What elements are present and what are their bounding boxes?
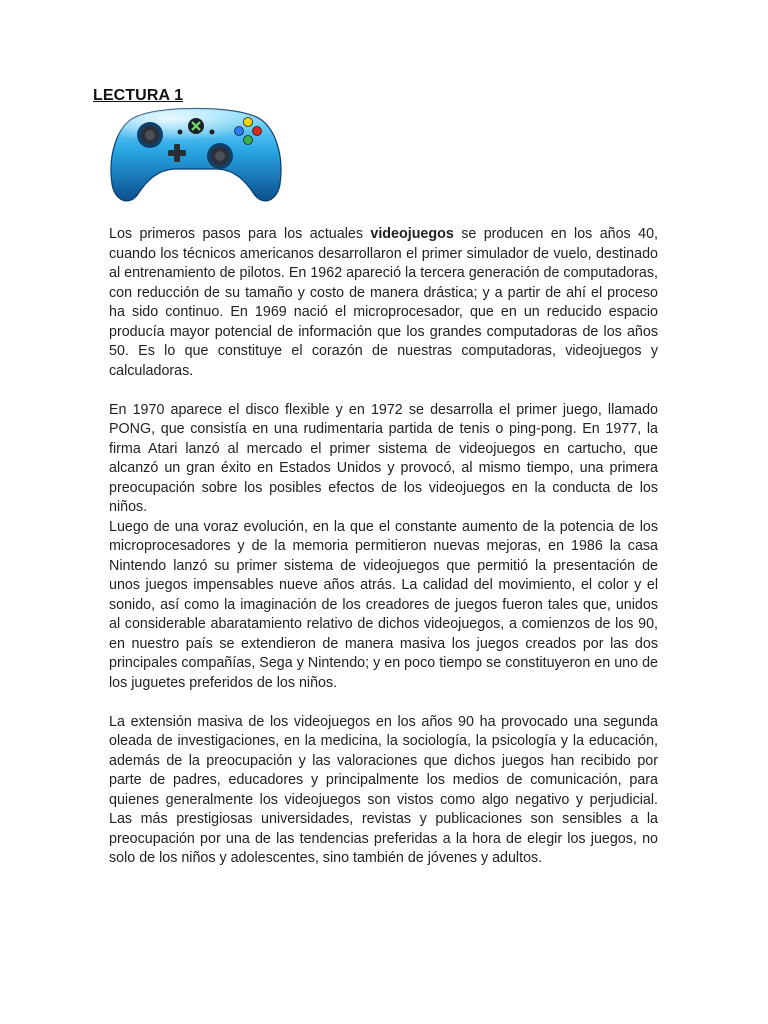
game-controller-image	[108, 102, 284, 208]
paragraph-1-start: Los primeros pasos para los actuales	[109, 226, 371, 242]
reading-body	[109, 225, 658, 869]
paragraph-1	[109, 225, 658, 381]
paragraph-1-rest: se producen en los años 40, cuando los técnicos americanos desarrollaron el primer simulador de vuelo, destinado al entrenamiento de pilotos. En 1962 apareció la tercera generación de computadoras, con reducción de su tamaño y costo de manera drástica; y a partir de ahí el proceso ha sido continuo. En 1969 nació el microprocesador, que en un reducido espacio producía mayor potencial de información que los grandes computadoras de los años 50. Es lo que constituye el corazón de nuestras computadoras, videojuegos y calculadoras.	[109, 226, 658, 379]
keyword-videojuegos: videojuegos	[370, 226, 454, 242]
paragraph-4: La extensión masiva de los videojuegos en los años 90 ha provocado una segunda oleada de investigaciones, en la medicina, la sociología, la psicología y la educación, además de la preocupación y las valoraciones que dichos juegos han recibido por parte de padres, educadores y principalmente los medios de comunicación, para quienes generalmente los videojuegos son vistos como algo negativo y perjudicial. Las más prestigiosas universidades, revistas y publicaciones son sensibles a la preocupación por una de las tendencias preferidas a la hora de elegir los juegos, no solo de los niños y adolescentes, sino también de jóvenes y adultos.	[109, 713, 658, 866]
document-title: LECTURA 1	[93, 87, 184, 104]
paragraph-3: Luego de una voraz evolución, en la que el constante aumento de la potencia de los microprocesadores y de la memoria permitieron nuevas mejoras, en 1986 la casa Nintendo lanzó su primer sistema de videojuegos que permitió la presentación de unos juegos impensables nueve años atrás. La calidad del movimiento, el color y el sonido, así como la imaginación de los creadores de juegos fueron tales que, unidos al considerable abaratamiento relativo de dichos videojuegos, a comienzos de los 90, en nuestro país se extendieron de manera masiva los juegos creados por las dos principales compañías, Sega y Nintendo; y en poco tiempo se constituyeron en uno de los juguetes preferidos de los niños.	[109, 518, 658, 691]
paragraph-2: En 1970 aparece el disco flexible y en 1972 se desarrolla el primer juego, llamado PONG, que consistía en una rudimentaria partida de tenis o ping-pong. En 1977, la firma Atari lanzó al mercado el primer sistema de videojuegos en cartucho, que alcanzó un gran éxito en Estados Unidos y provocó, al mismo tiempo, una primera preocupación sobre los posibles efectos de los videojuegos en la conducta de los niños.	[109, 401, 658, 515]
